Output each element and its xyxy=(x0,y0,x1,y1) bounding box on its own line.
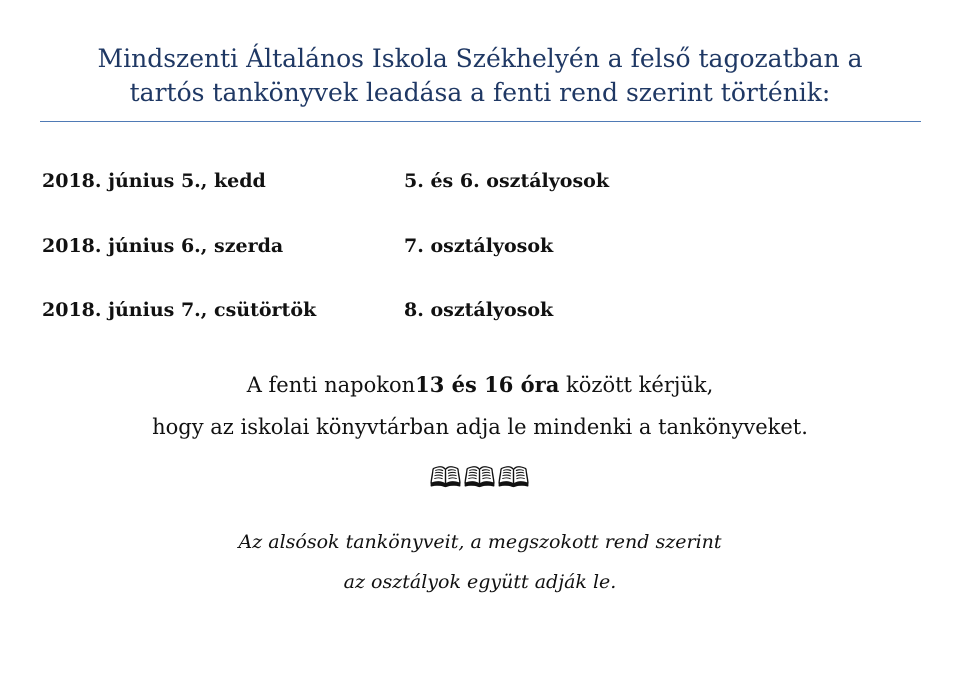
notice-line-2: hogy az iskolai könyvtárban adja le mindenki a tankönyveket. xyxy=(152,415,808,439)
title-divider xyxy=(40,121,921,122)
schedule-list xyxy=(42,168,842,362)
schedule-classes: 5. és 6. osztályosok xyxy=(404,170,610,192)
title-line-2: tartós tankönyvek leadása a fenti rend szerint történik: xyxy=(129,78,831,107)
schedule-row xyxy=(42,168,842,233)
notice-line-1 xyxy=(0,364,960,406)
notice-suffix: között kérjük, xyxy=(559,373,714,397)
notice-time: 13 és 16 óra xyxy=(415,372,560,397)
lower-note-line-2: az osztályok együtt adják le. xyxy=(343,571,617,593)
schedule-row xyxy=(42,233,842,298)
schedule-row xyxy=(42,297,842,362)
lower-grades-note xyxy=(0,522,960,602)
schedule-classes: 8. osztályosok xyxy=(404,299,554,321)
schedule-date: 2018. június 5., kedd xyxy=(42,170,266,192)
title-line-1: Mindszenti Általános Iskola Székhelyén a felső tagozatban a xyxy=(97,44,863,73)
schedule-date: 2018. június 6., szerda xyxy=(42,234,284,257)
notice-prefix: A fenti napokon xyxy=(246,373,416,397)
page-title xyxy=(40,42,920,110)
lower-note-line-1: Az alsósok tankönyveit, a megszokott rend szerint xyxy=(238,531,722,553)
schedule-date: 2018. június 7., csütörtök xyxy=(42,299,317,321)
schedule-classes: 7. osztályosok xyxy=(404,234,554,257)
collection-notice xyxy=(0,364,960,448)
open-book-icon: 🕮🕮🕮 xyxy=(428,461,532,494)
